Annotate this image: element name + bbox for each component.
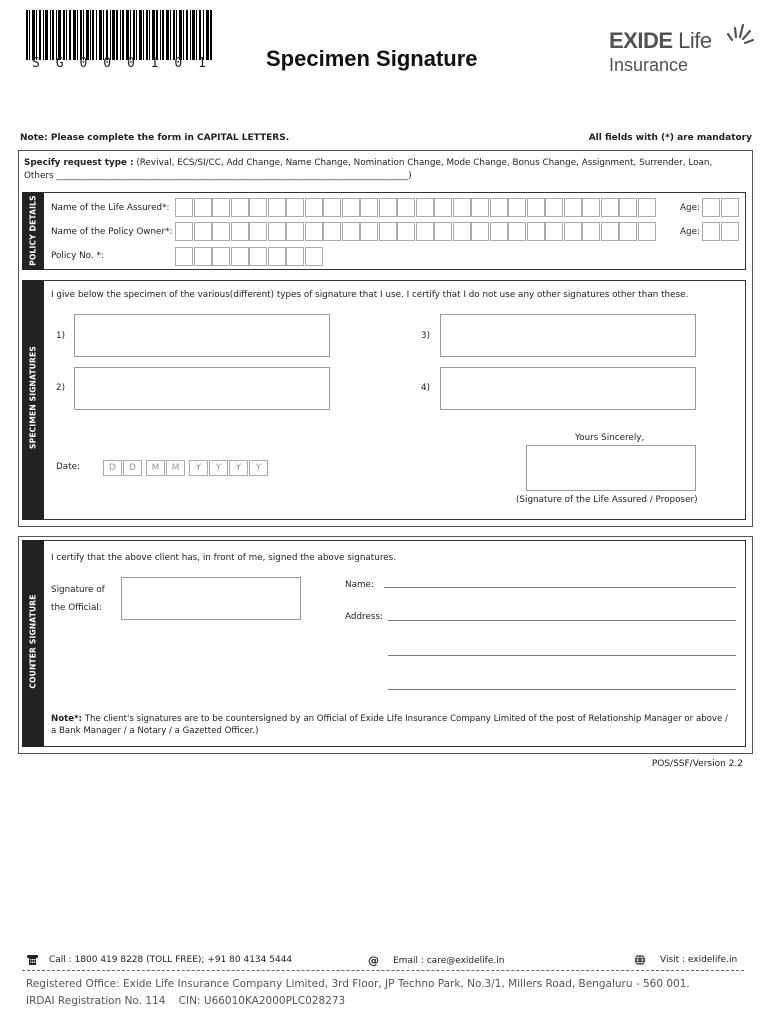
barcode-image (26, 10, 212, 60)
char-cell[interactable] (286, 198, 304, 217)
footer-email-text[interactable]: Email : care@exidelife.in (393, 955, 505, 966)
irdai-registration: IRDAI Registration No. 114 CIN: U66010KA2000PLC028273 (26, 995, 346, 1007)
date-label: Date: (56, 462, 80, 472)
mandatory-note: All fields with (*) are mandatory (588, 133, 752, 143)
globe-icon (634, 954, 646, 966)
official-signature-box[interactable] (121, 577, 301, 620)
char-cell[interactable] (286, 247, 304, 266)
char-cell[interactable] (360, 222, 378, 241)
signature-4-label: 4) (421, 383, 431, 393)
page-title: Specimen Signature (266, 46, 478, 71)
at-icon: @ (368, 954, 379, 967)
char-cell[interactable] (231, 198, 249, 217)
char-cell[interactable] (379, 198, 397, 217)
barcode-number (26, 56, 212, 71)
footer-visit (634, 954, 737, 966)
date-cell[interactable]: D (123, 460, 142, 476)
char-cell[interactable] (212, 247, 230, 266)
char-cell[interactable] (416, 222, 434, 241)
char-cell[interactable] (231, 222, 249, 241)
specimen-signatures-label: SPECIMEN SIGNATURES (28, 346, 38, 449)
char-cell[interactable] (434, 222, 452, 241)
policy-number-cells[interactable] (175, 247, 323, 266)
char-cell[interactable] (212, 198, 230, 217)
logo-insurance: Insurance (609, 55, 689, 75)
signature-3-label: 3) (421, 331, 431, 341)
char-cell[interactable] (194, 247, 212, 266)
char-cell[interactable] (471, 222, 489, 241)
footer-call (26, 954, 292, 966)
char-cell[interactable] (564, 198, 582, 217)
char-cell[interactable] (342, 222, 360, 241)
exide-life-logo (606, 22, 756, 78)
char-cell[interactable] (619, 198, 637, 217)
char-cell[interactable] (175, 247, 193, 266)
char-cell[interactable] (619, 222, 637, 241)
char-cell[interactable] (508, 198, 526, 217)
form-version: POS/SSF/Version 2.2 (651, 759, 743, 769)
char-cell[interactable] (379, 222, 397, 241)
char-cell[interactable] (527, 222, 545, 241)
char-cell[interactable] (305, 222, 323, 241)
policy-number-label: Policy No. *: (51, 251, 104, 261)
counter-certify-text: I certify that the above client has, in front of me, signed the above signatures. (51, 553, 397, 563)
char-cell[interactable] (342, 198, 360, 217)
char-cell[interactable] (601, 198, 619, 217)
policy-owner-age-cells[interactable] (702, 222, 739, 241)
signature-4-box[interactable] (440, 367, 696, 410)
life-assured-signature-box[interactable] (526, 445, 696, 491)
char-cell[interactable] (582, 222, 600, 241)
char-cell[interactable] (175, 198, 193, 217)
char-cell[interactable] (527, 198, 545, 217)
barcode-digit: S (32, 56, 40, 71)
signature-3-box[interactable] (440, 314, 696, 357)
barcode-digit: 0 (79, 56, 88, 71)
char-cell[interactable] (397, 198, 415, 217)
signature-2-box[interactable] (74, 367, 330, 410)
barcode-digit: 0 (126, 56, 135, 71)
logo-life: Life (672, 28, 712, 53)
char-cell[interactable] (601, 222, 619, 241)
char-cell[interactable] (194, 198, 212, 217)
specimen-declaration: I give below the specimen of the various(different) types of signature that I use. I certify that I do not use any other signatures other than these. (51, 290, 689, 300)
char-cell[interactable] (360, 198, 378, 217)
char-cell[interactable] (490, 222, 508, 241)
char-cell[interactable] (453, 198, 471, 217)
char-cell[interactable] (508, 222, 526, 241)
char-cell[interactable] (268, 247, 286, 266)
age-cell[interactable] (702, 198, 720, 217)
footer-divider (22, 970, 744, 971)
life-assured-label: Name of the Life Assured*: (51, 203, 170, 213)
date-cell[interactable]: Y (249, 460, 268, 476)
char-cell[interactable] (638, 198, 656, 217)
life-assured-age-cells[interactable] (702, 198, 739, 217)
counter-signature-sidebar (22, 540, 44, 747)
date-cell[interactable]: D (103, 460, 122, 476)
char-cell[interactable] (268, 222, 286, 241)
char-cell[interactable] (564, 222, 582, 241)
registered-office: Registered Office: Exide Life Insurance Company Limited, 3rd Floor, JP Techno Park, No.3/1, Millers Road, Bengaluru - 560 001. (26, 978, 690, 990)
policy-details-label: POLICY DETAILS (28, 195, 38, 266)
official-address-line-2[interactable] (388, 655, 736, 656)
char-cell[interactable] (249, 222, 267, 241)
official-name-label: Name: (345, 580, 374, 590)
barcode-digit: G (55, 56, 64, 71)
countersign-note-label: Note*: (51, 714, 82, 724)
age-cell[interactable] (721, 222, 739, 241)
policy-owner-label: Name of the Policy Owner*: (51, 227, 173, 237)
char-cell[interactable] (545, 198, 563, 217)
char-cell[interactable] (286, 222, 304, 241)
sunburst-icon (724, 22, 754, 48)
char-cell[interactable] (582, 198, 600, 217)
char-cell[interactable] (471, 198, 489, 217)
official-address-line-3[interactable] (388, 689, 736, 690)
phone-icon (26, 954, 39, 966)
char-cell[interactable] (545, 222, 563, 241)
date-cells[interactable] (103, 460, 269, 476)
signature-1-label: 1) (56, 331, 66, 341)
logo-wordmark (609, 28, 712, 54)
date-cell[interactable]: Y (209, 460, 228, 476)
char-cell[interactable] (416, 198, 434, 217)
barcode-digit: 0 (103, 56, 112, 71)
char-cell[interactable] (490, 198, 508, 217)
counter-signature-label: COUNTER SIGNATURE (28, 594, 38, 689)
footer-visit-text[interactable]: Visit : exidelife.in (660, 955, 738, 965)
char-cell[interactable] (175, 222, 193, 241)
footer-call-text: Call : 1800 419 8228 (TOLL FREE); +91 80 4134 5444 (49, 955, 293, 965)
official-address-line-1[interactable] (388, 620, 736, 621)
char-cell[interactable] (231, 247, 249, 266)
countersign-note (51, 713, 731, 737)
char-cell[interactable] (434, 198, 452, 217)
request-type-label: Specify request type : (24, 158, 134, 168)
specimen-signatures-sidebar (22, 280, 44, 520)
date-cell[interactable]: M (146, 460, 165, 476)
char-cell[interactable] (212, 222, 230, 241)
char-cell[interactable] (305, 247, 323, 266)
official-name-line[interactable] (384, 587, 736, 588)
date-cell[interactable]: Y (189, 460, 208, 476)
request-type (24, 157, 754, 183)
capital-letters-note: Note: Please complete the form in CAPITAL LETTERS. (20, 133, 290, 143)
age-cell[interactable] (702, 222, 720, 241)
char-cell[interactable] (194, 222, 212, 241)
life-assured-age-label: Age: (680, 203, 700, 213)
char-cell[interactable] (397, 222, 415, 241)
char-cell[interactable] (249, 198, 267, 217)
char-cell[interactable] (249, 247, 267, 266)
official-signature-label-1: Signature of (51, 585, 105, 595)
official-address-label: Address: (345, 612, 383, 622)
barcode-digit: 1 (150, 56, 159, 71)
logo-exide: EXIDE (609, 28, 673, 53)
yours-sincerely: Yours Sincerely, (575, 433, 645, 443)
request-type-others-line[interactable]: Others ________________________________________________________________________________) (24, 171, 412, 181)
footer-email (368, 954, 504, 967)
char-cell[interactable] (268, 198, 286, 217)
official-signature-label-2: the Official: (51, 603, 102, 613)
policy-owner-name-cells[interactable] (175, 222, 656, 241)
char-cell[interactable] (453, 222, 471, 241)
signature-caption: (Signature of the Life Assured / Proposer) (516, 495, 698, 505)
date-cell[interactable]: Y (229, 460, 248, 476)
policy-details-sidebar (22, 192, 44, 270)
signature-1-box[interactable] (74, 314, 330, 357)
signature-2-label: 2) (56, 383, 66, 393)
date-cell[interactable]: M (166, 460, 185, 476)
barcode-digit: 0 (174, 56, 183, 71)
age-cell[interactable] (721, 198, 739, 217)
barcode-digit: 1 (198, 56, 206, 71)
char-cell[interactable] (305, 198, 323, 217)
life-assured-name-cells[interactable] (175, 198, 656, 217)
char-cell[interactable] (323, 198, 341, 217)
policy-owner-age-label: Age: (680, 227, 700, 237)
countersign-note-text: The client's signatures are to be countersigned by an Official of Exide LIfe Insurance Company Limited of the post of Relationship Manager or above / a Bank Manager / a Notary / a Gazetted Officer.) (51, 714, 728, 736)
request-type-options: (Revival, ECS/SI/CC, Add Change, Name Change, Nomination Change, Mode Change, Bonus Change, Assignment, Surrender, Loan, (133, 158, 713, 168)
char-cell[interactable] (323, 222, 341, 241)
char-cell[interactable] (638, 222, 656, 241)
